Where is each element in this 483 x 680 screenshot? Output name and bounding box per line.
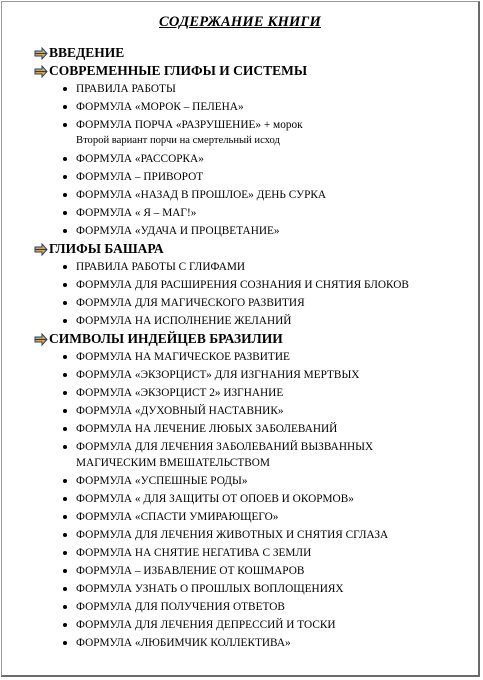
bullet-dot-icon [63,551,67,555]
list-item [34,580,472,598]
list-item [34,168,472,186]
item-text: ФОРМУЛА НА МАГИЧЕСКОЕ РАЗВИТИЕ [76,351,290,363]
list-item [34,634,472,652]
list-item [34,222,472,240]
list-item [34,402,472,420]
item-text: ФОРМУЛА «ЭКЗОРЦИСТ 2» ИЗГНАНИЕ [76,387,284,399]
list-item [34,616,472,634]
bullet-dot-icon [63,229,67,233]
item-text: ФОРМУЛА ДЛЯ ЛЕЧЕНИЯ ЗАБОЛЕВАНИЙ ВЫЗВАННЫХ [76,441,374,453]
list-item [34,80,472,98]
list-item [34,186,472,204]
arrow-bullet-icon [34,243,48,256]
section-label: ВВЕДЕНИЕ [49,45,125,60]
list-item [34,258,472,276]
bullet-dot-icon [63,175,67,179]
item-text: ПРАВИЛА РАБОТЫ С ГЛИФАМИ [76,261,246,273]
bullet-dot-icon [63,445,67,449]
list-item [34,526,472,544]
item-text: ФОРМУЛА НА СНЯТИЕ НЕГАТИВА С ЗЕМЛИ [76,547,312,559]
item-text-continued: Второй вариант порчи на смертельный исход [76,135,280,146]
item-text: ФОРМУЛА «УСПЕШНЫЕ РОДЫ» [76,475,248,487]
item-text: ФОРМУЛА ДЛЯ ЛЕЧЕНИЯ ДЕПРЕССИЙ И ТОСКИ [76,619,336,631]
section-heading [34,62,472,80]
bullet-dot-icon [63,427,67,431]
bullet-dot-icon [63,87,67,91]
item-text: ФОРМУЛА « Я – МАГ!» [76,207,197,219]
item-text: ФОРМУЛА ДЛЯ МАГИЧЕСКОГО РАЗВИТИЯ [76,297,305,309]
table-of-contents [34,44,472,652]
item-text: ФОРМУЛА «ДУХОВНЫЙ НАСТАВНИК» [76,405,284,417]
item-text: ФОРМУЛА «ЛЮБИМЧИК КОЛЛЕКТИВА» [76,637,291,649]
section-heading [34,240,472,258]
bullet-dot-icon [63,587,67,591]
bullet-dot-icon [63,355,67,359]
bullet-dot-icon [63,641,67,645]
bullet-dot-icon [63,479,67,483]
list-item [34,294,472,312]
item-text-continued: МАГИЧЕСКИМ ВМЕШАТЕЛЬСТВОМ [76,457,270,469]
bullet-dot-icon [63,123,67,127]
section-items [34,348,472,652]
list-item [34,150,472,168]
item-text: ФОРМУЛА « ДЛЯ ЗАЩИТЫ ОТ ОПОЕВ И ОКОРМОВ» [76,493,354,505]
list-item [34,490,472,508]
list-item [34,366,472,384]
item-text: ФОРМУЛА НА ЛЕЧЕНИЕ ЛЮБЫХ ЗАБОЛЕВАНИЙ [76,423,338,435]
section-heading [34,44,472,62]
bullet-dot-icon [63,515,67,519]
list-item [34,598,472,616]
bullet-dot-icon [63,373,67,377]
arrow-bullet-icon [34,47,48,60]
bullet-dot-icon [63,319,67,323]
section-label: СИМВОЛЫ ИНДЕЙЦЕВ БРАЗИЛИИ [49,331,283,346]
section-items [34,258,472,330]
section-label: СОВРЕМЕННЫЕ ГЛИФЫ И СИСТЕМЫ [49,63,308,78]
bullet-dot-icon [63,301,67,305]
bullet-dot-icon [63,623,67,627]
item-text: ФОРМУЛА НА ИСПОЛНЕНИЕ ЖЕЛАНИЙ [76,315,292,327]
item-text: ФОРМУЛА «РАССОРКА» [76,153,204,165]
item-text: ФОРМУЛА – ИЗБАВЛЕНИЕ ОТ КОШМАРОВ [76,565,305,577]
item-text: ФОРМУЛА ПОРЧА «РАЗРУШЕНИЕ» + морок [76,119,303,131]
arrow-bullet-icon [34,65,48,78]
list-item [34,98,472,116]
list-item [34,508,472,526]
item-text: ФОРМУЛА «УДАЧА И ПРОЦВЕТАНИЕ» [76,225,280,237]
bullet-dot-icon [63,105,67,109]
bullet-dot-icon [63,497,67,501]
item-text: ФОРМУЛА ДЛЯ РАСШИРЕНИЯ СОЗНАНИЯ И СНЯТИЯ БЛОКОВ [76,279,409,291]
item-text: ФОРМУЛА «МОРОК – ПЕЛЕНА» [76,101,244,113]
list-item [34,204,472,222]
list-item [34,544,472,562]
bullet-dot-icon [63,193,67,197]
bullet-dot-icon [63,391,67,395]
bullet-dot-icon [63,533,67,537]
list-item [34,348,472,366]
bullet-dot-icon [63,265,67,269]
section-heading [34,330,472,348]
list-item [34,438,472,472]
bullet-dot-icon [63,569,67,573]
list-item [34,116,472,150]
item-text: ФОРМУЛА «ЭКЗОРЦИСТ» ДЛЯ ИЗГНАНИЯ МЕРТВЫХ [76,369,360,381]
item-text: ФОРМУЛА «СПАСТИ УМИРАЮЩЕГО» [76,511,279,523]
list-item [34,312,472,330]
arrow-bullet-icon [34,333,48,346]
bullet-dot-icon [63,211,67,215]
bullet-dot-icon [63,605,67,609]
document-page [1,1,480,677]
item-text: ФОРМУЛА – ПРИВОРОТ [76,171,204,183]
section-items [34,80,472,240]
list-item [34,472,472,490]
section-label: ГЛИФЫ БАШАРА [49,241,164,256]
item-text: ПРАВИЛА РАБОТЫ [76,83,176,95]
bullet-dot-icon [63,409,67,413]
item-text: ФОРМУЛА «НАЗАД В ПРОШЛОЕ» ДЕНЬ СУРКА [76,189,327,201]
item-text: ФОРМУЛА ДЛЯ ПОЛУЧЕНИЯ ОТВЕТОВ [76,601,285,613]
list-item [34,562,472,580]
bullet-dot-icon [63,283,67,287]
bullet-dot-icon [63,157,67,161]
item-text: ФОРМУЛА УЗНАТЬ О ПРОШЛЫХ ВОПЛОЩЕНИЯХ [76,583,344,595]
item-text: ФОРМУЛА ДЛЯ ЛЕЧЕНИЯ ЖИВОТНЫХ И СНЯТИЯ СГЛАЗА [76,529,389,541]
list-item [34,384,472,402]
page-title: СОДЕРЖАНИЕ КНИГИ [159,14,321,30]
list-item [34,276,472,294]
list-item [34,420,472,438]
